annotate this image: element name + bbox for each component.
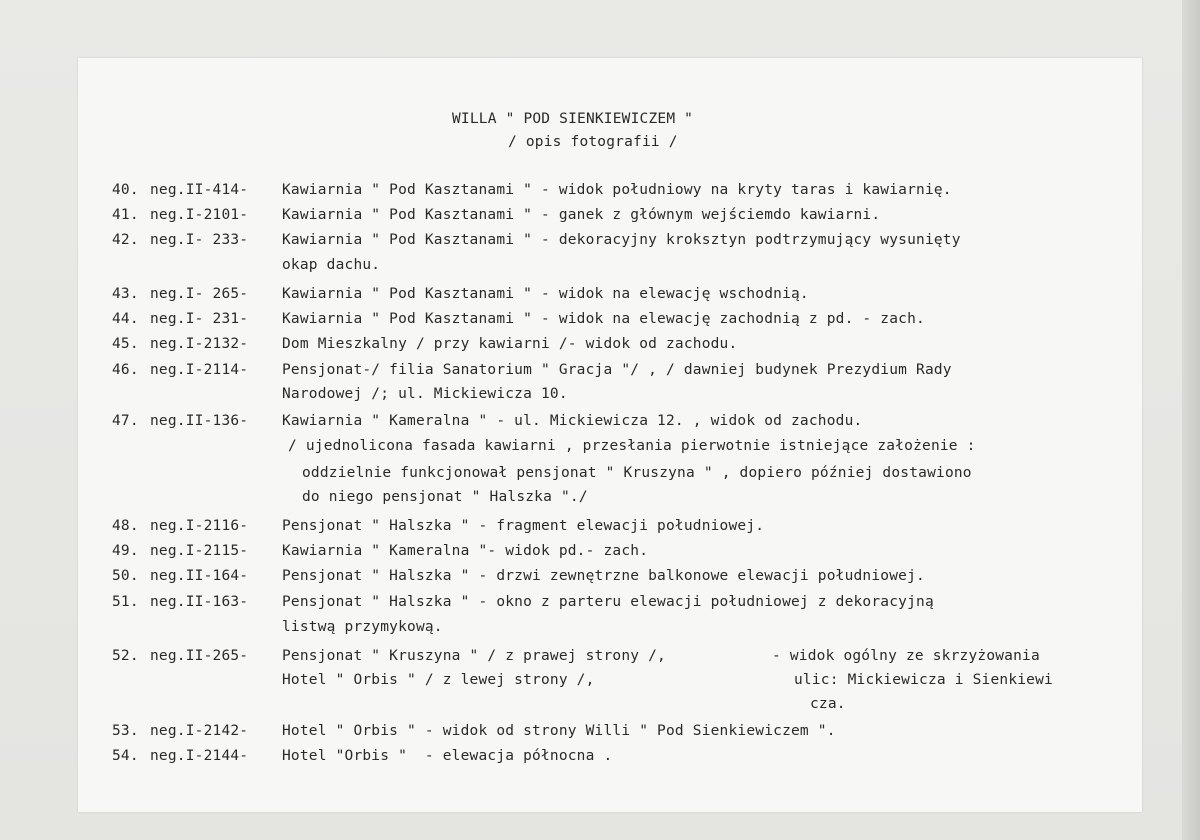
entry-description-cont: oddzielnie funkcjonował pensjonat " Kruszyna " , dopiero później dostawiono [302, 465, 972, 481]
negative-id: neg.I-2132- [150, 336, 249, 352]
entry-description-cont: Narodowej /; ul. Mickiewicza 10. [282, 386, 568, 402]
entry-description-cont: listwą przymykową. [282, 619, 443, 635]
entry-number: 45. [112, 336, 139, 352]
entry-number: 54. [112, 748, 139, 764]
negative-id: neg.I-2114- [150, 362, 249, 378]
entry-description-cont: do niego pensjonat " Halszka "./ [302, 489, 588, 505]
entry-description-cont: / ujednolicona fasada kawiarni , przesłania pierwotnie istniejące założenie : [288, 438, 976, 454]
negative-id: neg.I- 231- [150, 311, 249, 327]
negative-id: neg.I-2144- [150, 748, 249, 764]
entry-description-cont: okap dachu. [282, 257, 381, 273]
entry-number: 40. [112, 182, 139, 198]
entry-description-cont: Hotel " Orbis " / z lewej strony /, [282, 672, 595, 688]
negative-id: neg.I-2116- [150, 518, 249, 534]
document-subtitle: / opis fotografii / [508, 134, 678, 150]
board-edge [1182, 0, 1200, 840]
entry-description: Dom Mieszkalny / przy kawiarni /- widok od zachodu. [282, 336, 738, 352]
entry-number: 41. [112, 207, 139, 223]
negative-id: neg.II-414- [150, 182, 249, 198]
entry-number: 50. [112, 568, 139, 584]
entry-description: Kawiarnia " Pod Kasztanami " - ganek z głównym wejściemdo kawiarni. [282, 207, 881, 223]
entry-number: 48. [112, 518, 139, 534]
entry-description: Kawiarnia " Pod Kasztanami " - widok na elewację wschodnią. [282, 286, 809, 302]
entry-number: 42. [112, 232, 139, 248]
negative-id: neg.I- 265- [150, 286, 249, 302]
entry-side-note-cont: ulic: Mickiewicza i Sienkiewi [794, 672, 1053, 688]
entry-description: Kawiarnia " Pod Kasztanami " - dekoracyjny kroksztyn podtrzymujący wysunięty [282, 232, 961, 248]
entry-number: 47. [112, 413, 139, 429]
negative-id: neg.II-164- [150, 568, 249, 584]
entry-description: Pensjonat " Halszka " - okno z parteru elewacji południowej z dekoracyjną [282, 594, 934, 610]
negative-id: neg.I-2115- [150, 543, 249, 559]
entry-description: Kawiarnia " Pod Kasztanami " - widok południowy na kryty taras i kawiarnię. [282, 182, 952, 198]
entry-description: Pensjonat-/ filia Sanatorium " Gracja "/ , / dawniej budynek Prezydium Rady [282, 362, 952, 378]
entry-number: 44. [112, 311, 139, 327]
negative-id: neg.II-265- [150, 648, 249, 664]
negative-id: neg.I- 233- [150, 232, 249, 248]
entry-description: Kawiarnia " Pod Kasztanami " - widok na elewację zachodnią z pd. - zach. [282, 311, 925, 327]
document-title: WILLA " POD SIENKIEWICZEM " [452, 111, 694, 127]
entry-side-note: - widok ogólny ze skrzyżowania [772, 648, 1040, 664]
entry-description: Pensjonat " Halszka " - fragment elewacji południowej. [282, 518, 765, 534]
entry-number: 51. [112, 594, 139, 610]
entry-description: Pensjonat " Kruszyna " / z prawej strony /, [282, 648, 666, 664]
entry-description: Kawiarnia " Kameralna "- widok pd.- zach. [282, 543, 649, 559]
entry-number: 53. [112, 723, 139, 739]
entry-description: Hotel " Orbis " - widok od strony Willi " Pod Sienkiewiczem ". [282, 723, 836, 739]
entry-description: Pensjonat " Halszka " - drzwi zewnętrzne balkonowe elewacji południowej. [282, 568, 925, 584]
entry-description: Hotel "Orbis " - elewacja północna . [282, 748, 613, 764]
typed-sheet [78, 58, 1142, 812]
negative-id: neg.I-2101- [150, 207, 249, 223]
entry-number: 46. [112, 362, 139, 378]
negative-id: neg.II-136- [150, 413, 249, 429]
entry-number: 52. [112, 648, 139, 664]
negative-id: neg.I-2142- [150, 723, 249, 739]
entry-number: 43. [112, 286, 139, 302]
entry-description: Kawiarnia " Kameralna " - ul. Mickiewicza 12. , widok od zachodu. [282, 413, 863, 429]
entry-number: 49. [112, 543, 139, 559]
entry-side-note-cont: cza. [810, 696, 846, 712]
negative-id: neg.II-163- [150, 594, 249, 610]
